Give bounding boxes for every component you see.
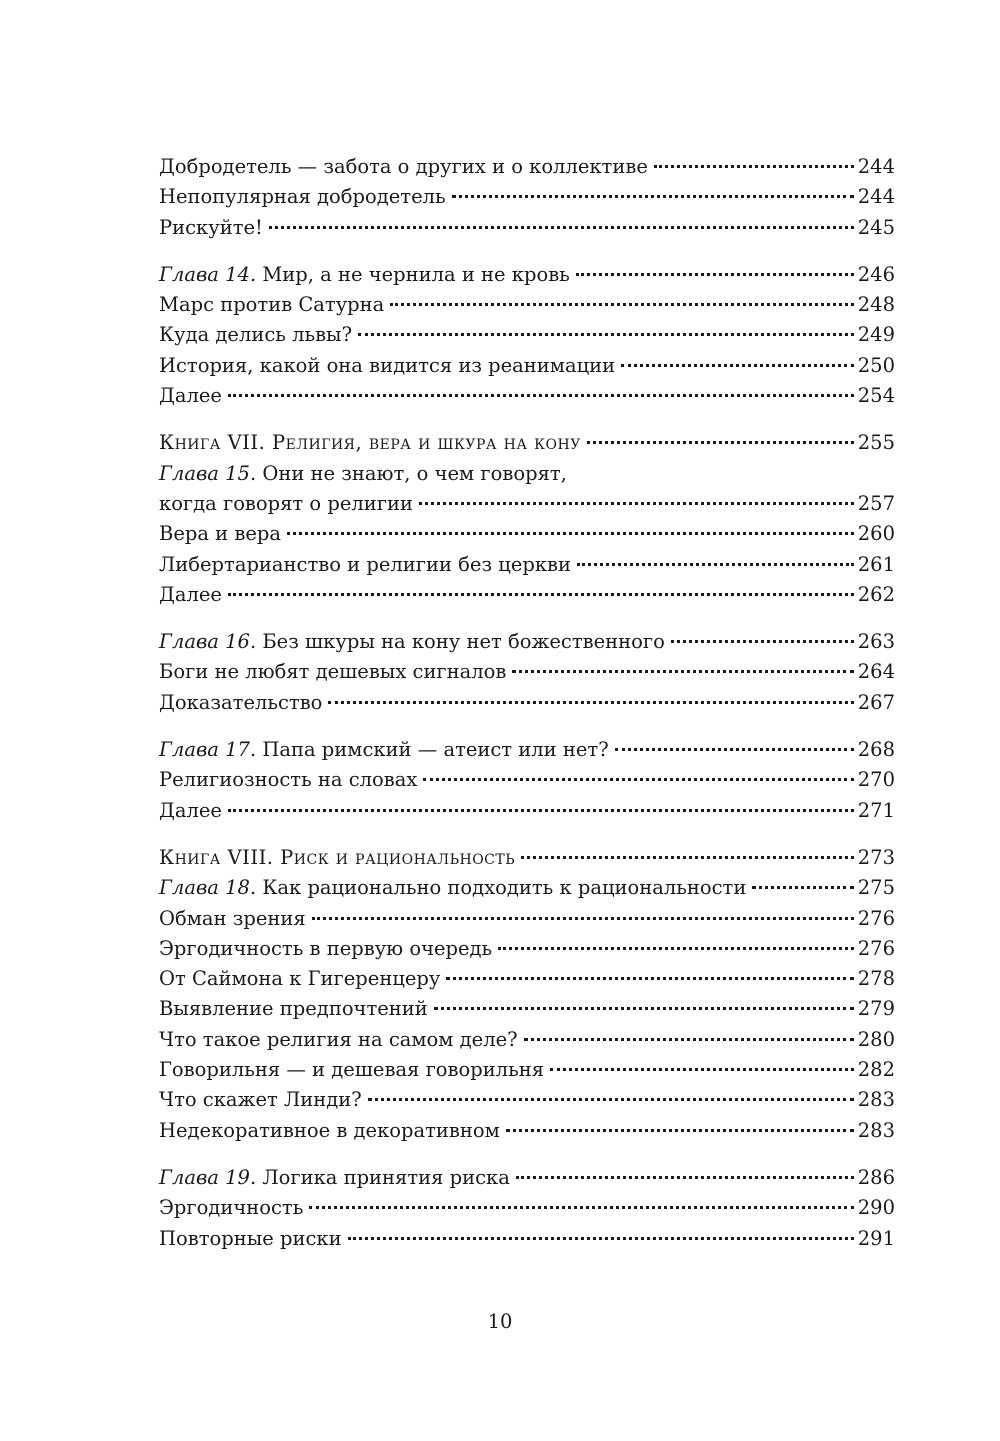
toc-entry-label [159,765,417,795]
toc-entry-label [159,213,263,243]
toc-group [159,735,895,826]
dot-leader [615,748,854,751]
chapter-number: Глава 19. [159,1165,257,1189]
toc-page-number: 283 [857,1088,895,1112]
toc-chapter-entry [159,627,895,657]
toc-entry-label [159,260,570,290]
toc-page-number: 262 [857,582,895,606]
toc-entry-title: Папа римский — атеист или нет? [256,738,609,762]
toc-entry-title: Как рационально подходить к рациональности [256,876,747,900]
chapter-number: Глава 17. [159,738,257,762]
toc-chapter-entry [159,260,895,290]
toc-entry-label [159,1055,544,1085]
toc-entry-title: когда говорят о религии [159,491,413,515]
dot-leader [452,195,854,198]
toc-entry-title: Они не знают, о чем говорят, [256,461,567,485]
toc-entry-label [159,1085,362,1115]
dot-leader [621,364,854,367]
toc-group [159,152,895,243]
toc-entry-title: Говорильня — и дешевая говорильня [159,1058,545,1082]
dot-leader [390,303,853,306]
toc-chapter-entry [159,1163,895,1193]
chapter-number: Глава 15. [159,461,257,485]
dot-leader [524,1038,854,1041]
toc-entry [159,934,895,964]
toc-entry-label [159,934,492,964]
toc-entry-label [159,152,648,182]
toc-page-number: 273 [857,845,895,869]
toc-entry-title: Книга VIII. Риск и рациональность [159,845,516,869]
dot-leader [512,670,853,673]
toc-page-number: 271 [857,798,895,822]
toc-page-number: 250 [857,353,895,377]
toc-entry-title: Повторные риски [159,1226,342,1250]
toc-entry-label [159,1193,303,1223]
toc-entry-title: Далее [159,798,222,822]
dot-leader [446,977,853,980]
toc-group [159,428,895,610]
toc-entry-title: Недекоративное в декоративном [159,1118,500,1142]
toc-page-number: 261 [857,552,895,576]
toc-entry [159,1085,895,1115]
dot-leader [328,701,853,704]
toc-entry-label [159,873,746,903]
toc-entry-title: Далее [159,384,222,408]
dot-leader [312,917,854,920]
toc-entry-label [159,843,515,873]
toc-page-number: 280 [857,1027,895,1051]
toc-entry-title: Что такое религия на самом деле? [159,1027,518,1051]
toc-entry [159,904,895,934]
toc-entry [159,489,895,519]
toc-entry-label [159,580,222,610]
toc-entry-title: Непопулярная добродетель [159,185,446,209]
toc-entry-title: Рискуйте! [159,215,263,239]
toc-book-entry [159,428,895,458]
toc-page-number: 264 [857,660,895,684]
toc-entry [159,796,895,826]
toc-entry [159,213,895,243]
toc-entry-label [159,1025,518,1055]
toc-entry [159,1116,895,1146]
toc-page-number: 276 [857,936,895,960]
toc-entry-title: Боги не любят дешевых сигналов [159,660,507,684]
toc-entry-title: Логика принятия риска [256,1165,510,1189]
toc-chapter-entry [159,735,895,765]
dot-leader [506,1129,854,1132]
toc-entry-label [159,519,281,549]
table-of-contents [159,152,895,1271]
toc-page-number: 244 [857,185,895,209]
toc-page-number: 257 [857,491,895,515]
dot-leader [358,333,854,336]
toc-page-number: 263 [857,630,895,654]
toc-entry-label [159,459,567,489]
dot-leader [228,394,854,397]
dot-leader [498,947,854,950]
toc-entry-label [159,657,506,687]
toc-group [159,843,895,1146]
toc-entry-label [159,351,615,381]
toc-page-number: 282 [857,1058,895,1082]
toc-page-number: 255 [857,431,895,455]
toc-entry-label [159,1116,500,1146]
dot-leader [521,856,854,859]
toc-entry-title: Далее [159,582,222,606]
toc-group [159,1163,895,1254]
toc-entry-title: Без шкуры на кону нет божественного [256,630,665,654]
dot-leader [654,165,854,168]
dot-leader [228,593,854,596]
chapter-number: Глава 16. [159,630,257,654]
page-number: 10 [487,1310,513,1333]
toc-entry-title: Выявление предпочтений [159,997,428,1021]
toc-entry [159,1224,895,1254]
dot-leader [287,532,854,535]
toc-entry-label [159,489,413,519]
toc-page-number: 268 [857,738,895,762]
toc-page-number: 260 [857,522,895,546]
toc-chapter-entry [159,459,895,489]
toc-entry-label [159,428,581,458]
toc-entry-title: Книга VII. Религия, вера и шкура на кону [159,431,581,455]
toc-entry [159,657,895,687]
toc-entry-title: Что скажет Линди? [159,1088,362,1112]
toc-entry [159,550,895,580]
toc-entry-title: Мир, а не чернила и не кровь [256,262,570,286]
toc-page-number: 244 [857,155,895,178]
toc-page-number: 270 [857,768,895,792]
toc-entry [159,765,895,795]
toc-entry-label [159,904,306,934]
toc-entry-label [159,964,440,994]
toc-entry [159,580,895,610]
toc-page-number: 283 [857,1118,895,1142]
toc-entry-label [159,290,384,320]
toc-group [159,260,895,411]
dot-leader [309,1206,853,1209]
toc-entry [159,1025,895,1055]
toc-entry-title: Эргодичность в первую очередь [159,936,493,960]
dot-leader [434,1007,854,1010]
toc-entry [159,290,895,320]
dot-leader [577,563,854,566]
toc-entry-title: Эргодичность [159,1196,304,1220]
toc-entry-title: История, какой она видится из реанимации [159,353,616,377]
dot-leader [368,1098,854,1101]
toc-page-number: 249 [857,323,895,347]
toc-page-number: 246 [857,262,895,286]
dot-leader [423,778,853,781]
toc-page-number: 276 [857,906,895,930]
toc-page-number: 248 [857,293,895,317]
toc-page-number: 245 [857,215,895,239]
toc-entry [159,152,895,182]
toc-entry-title: Либертарианство и религии без церкви [159,552,572,576]
toc-entry-label [159,627,665,657]
toc-page-number: 286 [857,1165,895,1189]
toc-entry-label [159,381,222,411]
toc-entry-label [159,550,571,580]
dot-leader [516,1176,854,1179]
toc-page-number: 279 [857,997,895,1021]
toc-entry [159,182,895,212]
toc-page-number: 275 [857,876,895,900]
toc-page-number: 267 [857,690,895,714]
toc-chapter-entry [159,873,895,903]
toc-page-number: 278 [857,967,895,991]
dot-leader [550,1068,854,1071]
toc-entry-label [159,1163,510,1193]
toc-entry-label [159,1224,342,1254]
dot-leader [228,809,854,812]
toc-entry [159,1055,895,1085]
toc-entry [159,1193,895,1223]
chapter-number: Глава 14. [159,262,257,286]
toc-group [159,627,895,718]
toc-book-entry [159,843,895,873]
toc-entry-title: От Саймона к Гигеренцеру [159,967,441,991]
dot-leader [419,502,854,505]
toc-entry-label [159,182,446,212]
toc-page-number: 291 [857,1226,895,1250]
toc-entry-title: Добродетель — забота о других и о коллективе [159,155,648,178]
toc-entry-label [159,688,322,718]
dot-leader [671,640,854,643]
toc-entry-title: Марс против Сатурна [159,293,385,317]
dot-leader [576,273,854,276]
toc-entry-label [159,796,222,826]
toc-entry [159,994,895,1024]
toc-entry [159,519,895,549]
chapter-number: Глава 18. [159,876,257,900]
toc-page-number: 254 [857,384,895,408]
toc-entry-title: Куда делись львы? [159,323,353,347]
toc-entry-title: Вера и вера [159,522,281,546]
toc-entry-title: Обман зрения [159,906,306,930]
dot-leader [348,1237,854,1240]
dot-leader [587,441,854,444]
toc-entry [159,320,895,350]
toc-entry [159,351,895,381]
dot-leader [752,886,853,889]
toc-entry [159,381,895,411]
toc-entry-label [159,320,352,350]
toc-entry [159,964,895,994]
toc-entry-label [159,994,428,1024]
dot-leader [269,226,854,229]
toc-entry [159,688,895,718]
toc-entry-title: Религиозность на словах [159,768,418,792]
toc-entry-label [159,735,609,765]
toc-page-number: 290 [857,1196,895,1220]
toc-entry-title: Доказательство [159,690,323,714]
